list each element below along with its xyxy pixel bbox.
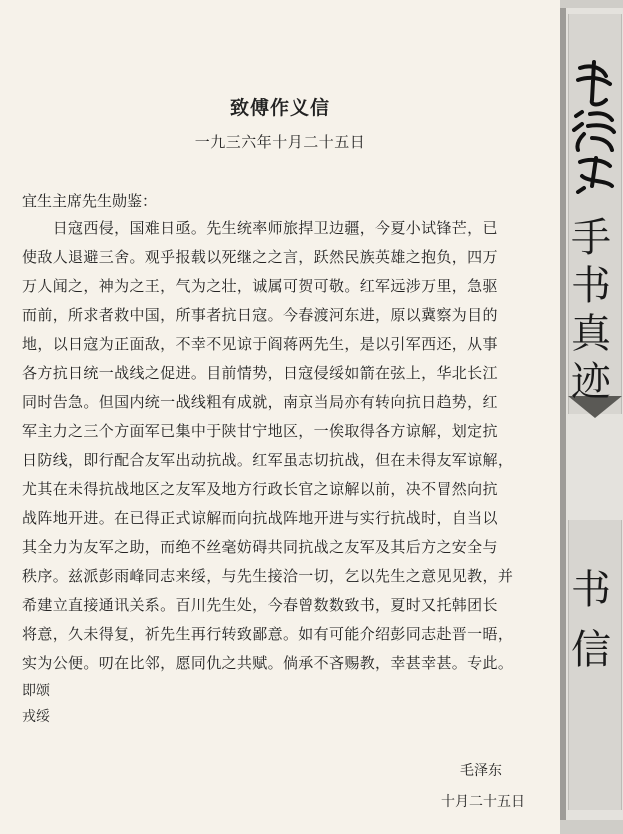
signature-date: 十月二十五日 bbox=[441, 794, 525, 810]
signature: 毛泽东 bbox=[460, 763, 502, 779]
section-title bbox=[563, 560, 619, 680]
sidebar bbox=[560, 0, 623, 834]
calligraphy-signature-image bbox=[566, 54, 622, 194]
vertical-char: 书 bbox=[571, 263, 611, 309]
vertical-char: 信 bbox=[571, 627, 611, 673]
salutation: 宜生主席先生勋鉴： bbox=[22, 192, 158, 210]
closing-greeting: 即颂 bbox=[22, 683, 50, 699]
closing-wish: 戎绥 bbox=[22, 709, 50, 725]
letter-body-line: 实为公便。叨在比邻，愿同仇之共赋。倘承不吝赐教，幸甚幸甚。专此。 bbox=[22, 654, 514, 672]
letter-body-line: 万人闻之，神为之王，气为之壮，诚属可贺可敬。红军远涉万里，急驱 bbox=[22, 277, 498, 295]
letter-body-line: 日防线，即行配合友军出动抗战。红军虽志切抗战，但在未得友军谅解， bbox=[22, 451, 514, 469]
letter-body-line: 同时告急。但国内统一战线粗有成就，南京当局亦有转向抗日趋势，红 bbox=[22, 393, 498, 411]
letter-body-line: 而前，所求者救中国，所事者抗日寇。今春渡河东进，原以冀察为目的 bbox=[22, 306, 498, 324]
letter-date: 一九三六年十月二十五日 bbox=[194, 133, 366, 151]
sidebar-stripe bbox=[560, 820, 623, 834]
letter-body-line: 希建立直接通讯关系。百川先生处，今春曾数数致书，夏时又托韩团长 bbox=[22, 596, 498, 614]
letter-body-line: 秩序。兹派彭雨峰同志来绥，与先生接洽一切，乞以先生之意见见教，并 bbox=[22, 567, 514, 585]
vertical-char: 真 bbox=[571, 311, 611, 357]
letter-body-line: 将意，久未得复，祈先生再行转致鄙意。如有可能介绍彭同志赴晋一晤， bbox=[22, 625, 514, 643]
letter-body-line: 军主力之三个方面军已集中于陕甘宁地区，一俟取得各方谅解，划定抗 bbox=[22, 422, 498, 440]
vertical-char: 手 bbox=[571, 215, 611, 261]
series-title bbox=[563, 214, 619, 406]
letter-body-line: 使敌人退避三舍。观乎报载以死继之之言，跃然民族英雄之抱负，四万 bbox=[22, 248, 498, 266]
letter-body-line: 日寇西侵，国难日亟。先生统率师旅捍卫边疆，今夏小试锋芒，已 bbox=[22, 219, 498, 237]
letter-body-line: 地，以日寇为正面敌，不幸不见谅于阎蒋两先生，是以引军西还，从事 bbox=[22, 335, 498, 353]
vertical-char: 迹 bbox=[571, 359, 611, 405]
letter-body-line: 战阵地开进。在已得正式谅解而向抗战阵地开进与实行抗战时，自当以 bbox=[22, 509, 498, 527]
sidebar-stripe bbox=[560, 0, 623, 8]
vertical-char: 书 bbox=[571, 567, 611, 613]
letter-title: 致傅作义信 bbox=[229, 97, 330, 119]
letter-body-line: 尤其在未得抗战地区之友军及地方行政长官之谅解以前，决不冒然向抗 bbox=[22, 480, 498, 498]
letter-body-line: 各方抗日统一战线之促进。目前情势，日寇侵绥如箭在弦上，华北长江 bbox=[22, 364, 498, 382]
letter-body-line: 其全力为友军之助，而绝不丝毫妨碍共同抗战之友军及其后方之安全与 bbox=[22, 538, 498, 556]
